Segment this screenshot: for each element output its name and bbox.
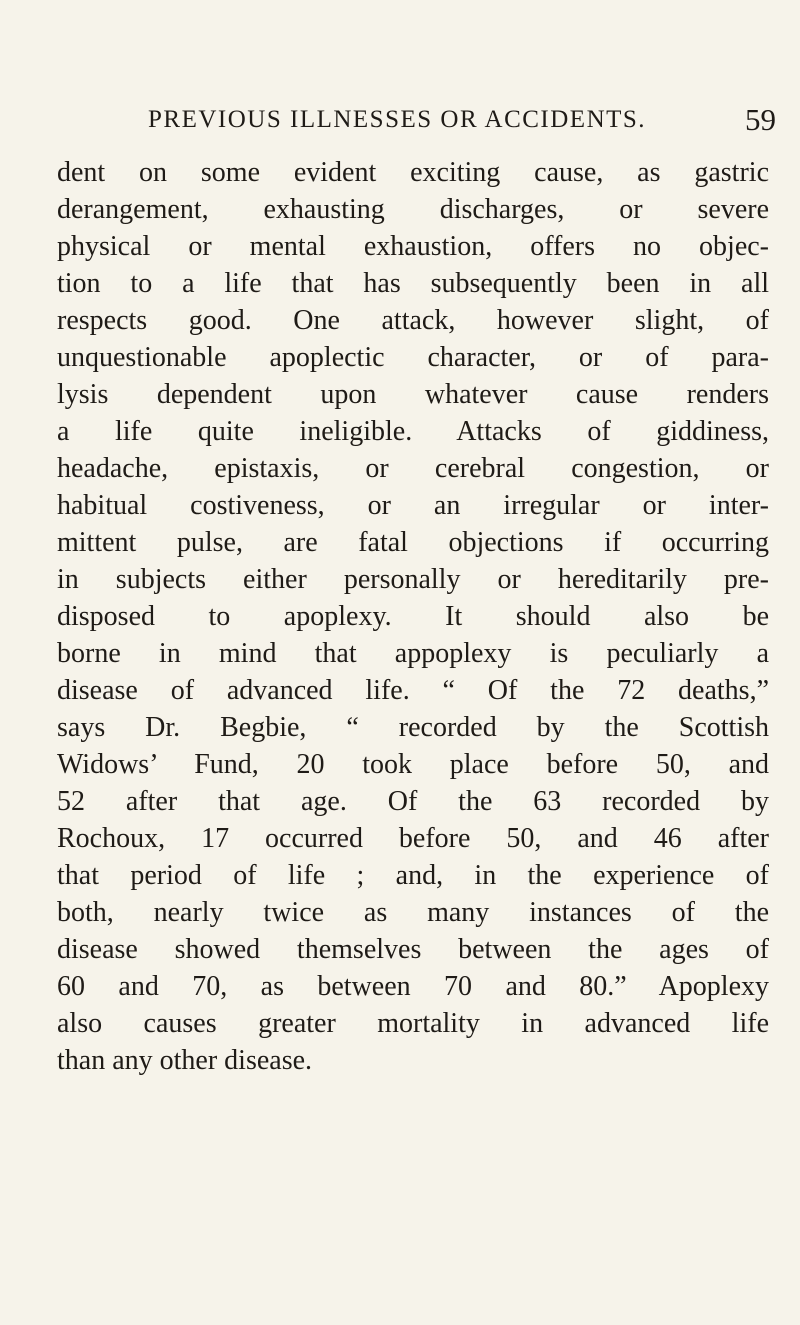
text-line: also causes greater mortality in advanced life [57,1008,769,1039]
text-line: in subjects either personally or hereditarily pre- [57,564,769,595]
text-line: that period of life ; and, in the experience of [57,860,769,891]
text-line: derangement, exhausting discharges, or severe [57,194,769,225]
text-line: unquestionable apoplectic character, or of para- [57,342,769,373]
text-line: 52 after that age. Of the 63 recorded by [57,786,769,817]
text-line: disease showed themselves between the ages of [57,934,769,965]
text-line: habitual costiveness, or an irregular or inter- [57,490,769,521]
text-line: a life quite ineligible. Attacks of giddiness, [57,416,769,447]
running-head [148,102,776,136]
text-line: mittent pulse, are fatal objections if occurring [57,527,769,558]
text-line: respects good. One attack, however slight, of [57,305,769,336]
text-line: Rochoux, 17 occurred before 50, and 46 after [57,823,769,854]
text-line: borne in mind that appoplexy is peculiarly a [57,638,769,669]
text-line: physical or mental exhaustion, offers no objec- [57,231,769,262]
text-line: disposed to apoplexy. It should also be [57,601,769,632]
text-line: Widows’ Fund, 20 took place before 50, and [57,749,769,780]
text-line: than any other disease. [57,1045,313,1076]
running-title: PREVIOUS ILLNESSES OR ACCIDENTS. [148,106,647,133]
text-line: 60 and 70, as between 70 and 80.” Apoplexy [57,971,769,1002]
page-number: 59 [745,102,776,137]
body-paragraph [57,154,769,1079]
text-line: tion to a life that has subsequently been in all [57,268,769,299]
text-line: both, nearly twice as many instances of the [57,897,769,928]
text-line: disease of advanced life. “ Of the 72 deaths,” [57,675,769,706]
text-line: dent on some evident exciting cause, as gastric [57,157,769,188]
text-line: lysis dependent upon whatever cause renders [57,379,769,410]
text-line: headache, epistaxis, or cerebral congestion, or [57,453,769,484]
text-line: says Dr. Begbie, “ recorded by the Scottish [57,712,769,743]
